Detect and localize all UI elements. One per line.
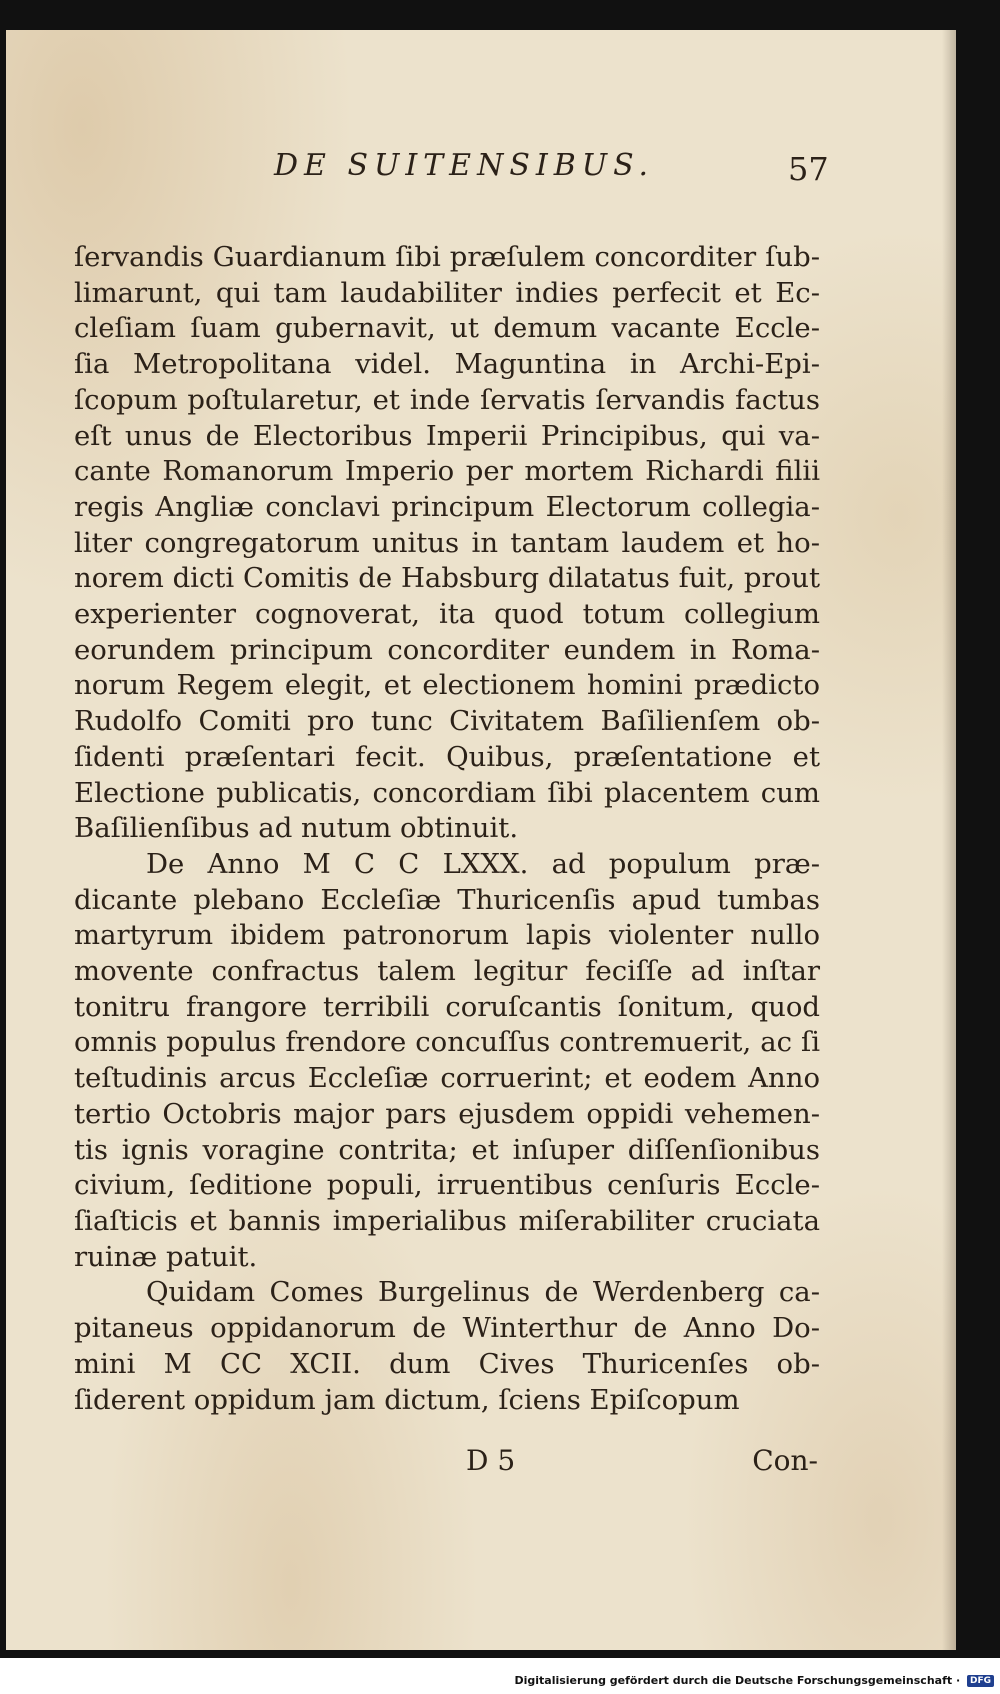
text-line: Rudolfo Comiti pro tunc Civitatem Baſilienſem ob-: [74, 705, 820, 738]
text-line: Electione publicatis, concordiam ſibi placentem cum: [74, 776, 820, 809]
page-footer: [74, 1444, 820, 1484]
text-line: experienter cognoverat, ita quod totum collegium: [74, 598, 820, 631]
text-line: civium, ſeditione populi, irruentibus cenſuris Eccle-: [74, 1169, 820, 1202]
text-line: norum Regem elegit, et electionem homini prædicto: [74, 669, 820, 702]
paragraph: [74, 847, 820, 1275]
book-page: [6, 30, 956, 1650]
dfg-logo: DFG: [967, 1675, 994, 1687]
text-line: mini M CC XCII. dum Cives Thuricenſes ob-: [74, 1347, 820, 1380]
text-line: regis Angliæ conclavi principum Electorum collegia-: [74, 490, 820, 523]
text-line: pitaneus oppidanorum de Winterthur de Anno Do-: [74, 1312, 820, 1345]
text-line: ſiaſticis et bannis imperialibus miſerabiliter cruciata: [74, 1204, 820, 1237]
text-line: omnis populus frendore concuſſus contremuerit, ac ſi: [74, 1026, 820, 1059]
digitization-credit: [514, 1674, 994, 1687]
text-line: ſia Metropolitana videl. Maguntina in Archi-Epi-: [74, 348, 820, 381]
text-line: martyrum ibidem patronorum lapis violenter nullo: [74, 919, 820, 952]
page-number: 57: [788, 150, 829, 188]
text-line: ſervandis Guardianum ſibi præſulem concorditer ſub-: [74, 241, 820, 273]
catchword: Con-: [752, 1444, 818, 1477]
text-line: dicante plebano Eccleſiæ Thuricenſis apud tumbas: [74, 883, 820, 916]
text-line: movente confractus talem legitur feciſſe ad inſtar: [74, 955, 820, 988]
paragraph: [74, 1275, 820, 1418]
text-line: ruinæ patuit.: [74, 1240, 258, 1273]
running-head: [6, 148, 956, 198]
text-line: ſiderent oppidum jam dictum, ſciens Epiſcopum: [74, 1383, 740, 1416]
text-line: limarunt, qui tam laudabiliter indies perfecit et Ec-: [74, 276, 820, 309]
body-text: [74, 240, 820, 1418]
text-line: Quidam Comes Burgelinus de Werdenberg ca-: [146, 1276, 820, 1309]
text-line: norem dicti Comitis de Habsburg dilatatus fuit, prout: [74, 562, 820, 595]
text-line: liter congregatorum unitus in tantam laudem et ho-: [74, 526, 820, 559]
signature-mark: D 5: [466, 1444, 516, 1477]
text-line: tis ignis voragine contrita; et inſuper diſſenſionibus: [74, 1133, 820, 1166]
text-line: teſtudinis arcus Eccleſiæ corruerint; et eodem Anno: [74, 1062, 820, 1095]
text-line: ſidenti præſentari fecit. Quibus, præſentatione et: [74, 740, 820, 773]
text-line: eſt unus de Electoribus Imperii Principibus, qui va-: [74, 419, 820, 452]
text-line: eorundem principum concorditer eundem in Roma-: [74, 633, 820, 666]
text-line: tertio Octobris major pars ejusdem oppidi vehemen-: [74, 1097, 820, 1130]
running-title: DE SUITENSIBUS.: [274, 148, 655, 183]
paragraph: [74, 240, 820, 847]
digitization-credit-text: Digitalisierung gefördert durch die Deutsche Forschungsgemeinschaft ·: [514, 1674, 961, 1687]
text-line: cleſiam ſuam gubernavit, ut demum vacante Eccle-: [74, 312, 820, 345]
text-line: De Anno M C C LXXX. ad populum præ-: [146, 847, 820, 880]
text-line: tonitru frangore terribili coruſcantis ſonitum, quod: [74, 990, 820, 1023]
text-line: Baſilienſibus ad nutum obtinuit.: [74, 812, 519, 845]
text-line: cante Romanorum Imperio per mortem Richardi filii: [74, 455, 820, 488]
text-line: ſcopum poſtularetur, et inde ſervatis ſervandis factus: [74, 383, 820, 416]
